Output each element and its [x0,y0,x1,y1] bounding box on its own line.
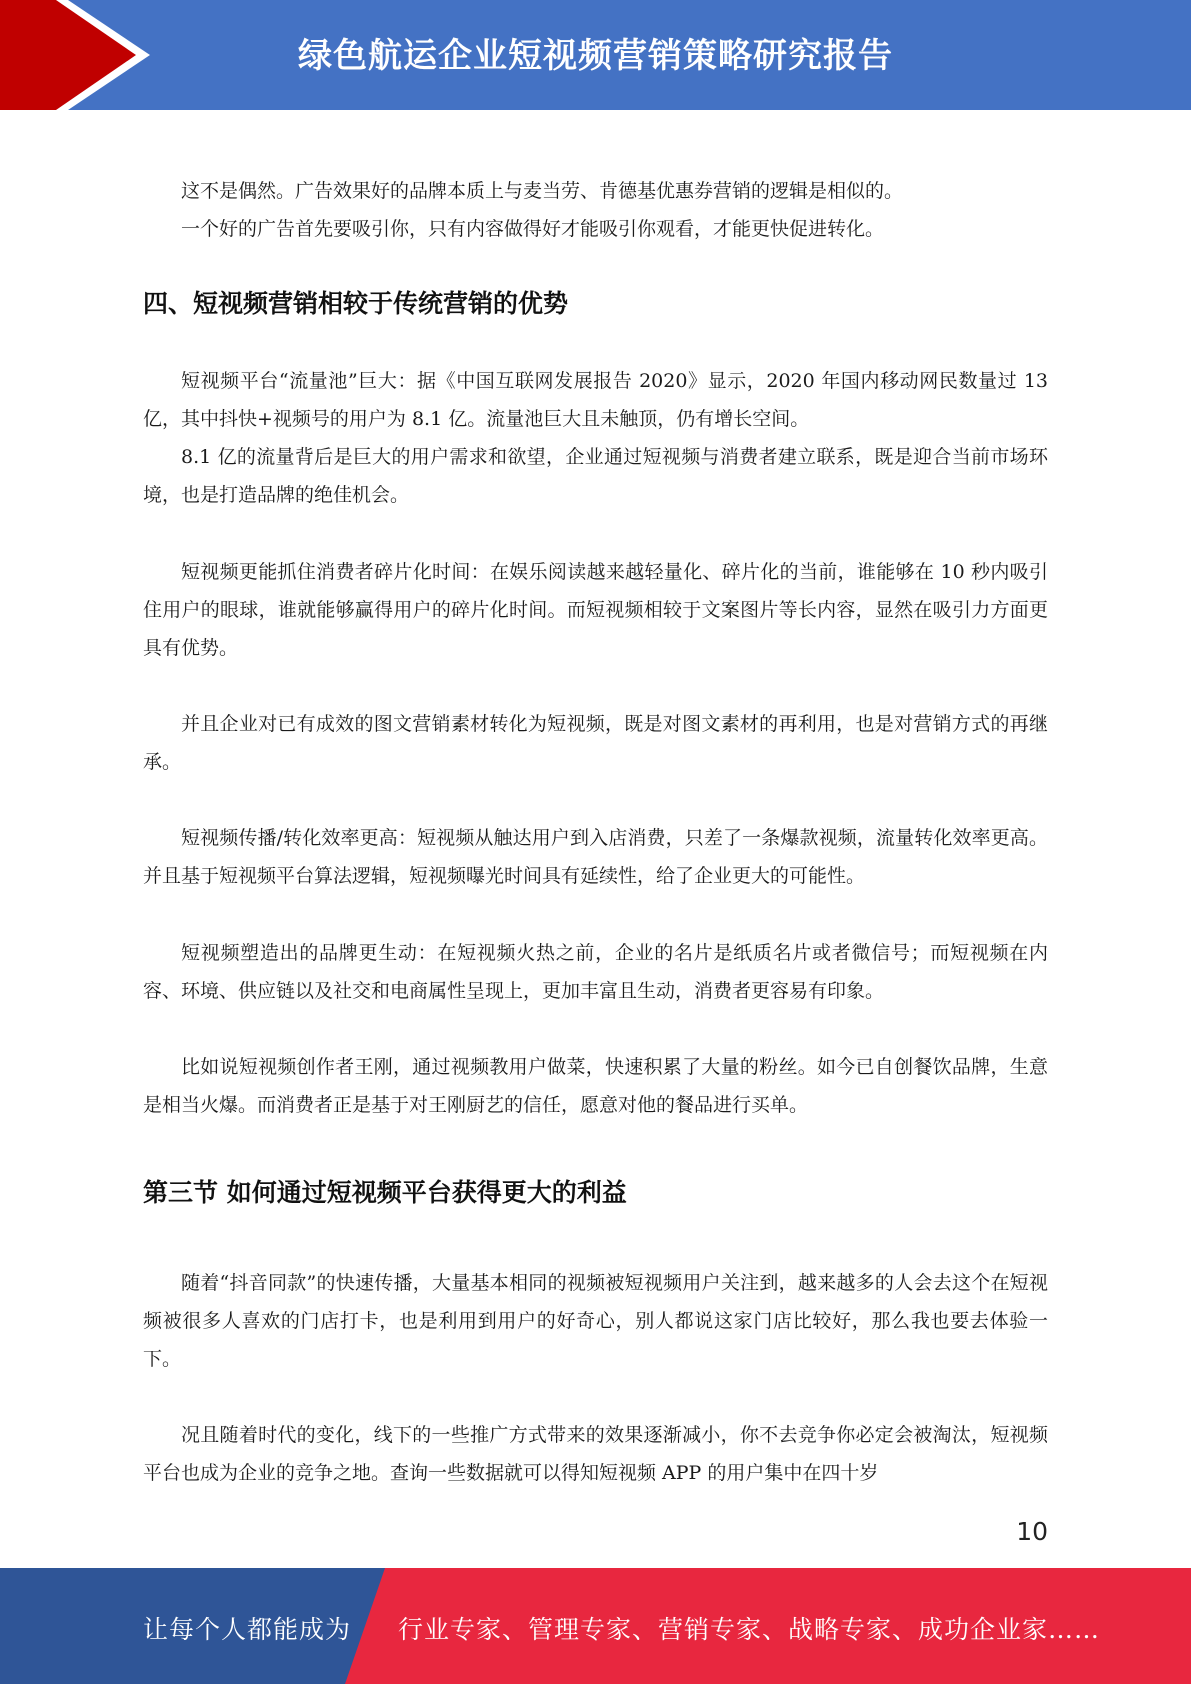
paragraph: 比如说短视频创作者王刚，通过视频教用户做菜，快速积累了大量的粉丝。如今已自创餐饮品牌，生意是相当火爆。而消费者正是基于对王刚厨艺的信任，愿意对他的餐品进行买单。 [143,1056,1048,1116]
footer-slogan-left: 让每个人都能成为 [143,1615,352,1644]
page-header [0,0,1191,110]
paragraph: 并且企业对已有成效的图文营销素材转化为短视频，既是对图文素材的再利用，也是对营销方式的再继承。 [143,713,1048,773]
header-title: 绿色航运企业短视频营销策略研究报告 [298,36,893,76]
footer-slogan-right: 行业专家、管理专家、营销专家、战略专家、成功企业家…… [398,1615,1101,1644]
paragraph: 况且随着时代的变化，线下的一些推广方式带来的效果逐渐减小，你不去竞争你必定会被淘汰，短视频平台也成为企业的竞争之地。查询一些数据就可以得知短视频 APP 的用户集中在四十岁 [143,1424,1048,1484]
paragraph: 短视频平台“流量池”巨大：据《中国互联网发展报告 2020》显示，2020 年国内移动网民数量过 13 亿，其中抖快+视频号的用户为 8.1 亿。流量池巨大且未触顶，仍有增长空间。 [143,370,1048,430]
section-heading: 四、短视频营销相较于传统营销的优势 [143,289,569,318]
page-footer [0,1568,1191,1684]
paragraph: 短视频传播/转化效率更高：短视频从触达用户到入店消费，只差了一条爆款视频，流量转化效率更高。并且基于短视频平台算法逻辑，短视频曝光时间具有延续性，给了企业更大的可能性。 [143,827,1048,887]
page-number: 10 [1016,1517,1048,1546]
paragraph: 这不是偶然。广告效果好的品牌本质上与麦当劳、肯德基优惠券营销的逻辑是相似的。 [181,180,904,202]
paragraph: 8.1 亿的流量背后是巨大的用户需求和欲望，企业通过短视频与消费者建立联系，既是迎合当前市场环境，也是打造品牌的绝佳机会。 [143,446,1048,506]
paragraph: 短视频塑造出的品牌更生动：在短视频火热之前，企业的名片是纸质名片或者微信号；而短视频在内容、环境、供应链以及社交和电商属性呈现上，更加丰富且生动，消费者更容易有印象。 [143,942,1048,1002]
paragraph: 短视频更能抓住消费者碎片化时间：在娱乐阅读越来越轻量化、碎片化的当前，谁能够在 10 秒内吸引住用户的眼球，谁就能够赢得用户的碎片化时间。而短视频相较于文案图片等长内容，显然在吸引力方面更具有优势。 [143,561,1048,659]
section-heading: 第三节 如何通过短视频平台获得更大的利益 [143,1178,627,1207]
paragraph: 一个好的广告首先要吸引你，只有内容做得好才能吸引你观看，才能更快促进转化。 [181,218,885,240]
paragraph: 随着“抖音同款”的快速传播，大量基本相同的视频被短视频用户关注到，越来越多的人会去这个在短视频被很多人喜欢的门店打卡，也是利用到用户的好奇心，别人都说这家门店比较好，那么我也要去体验一下。 [143,1272,1048,1370]
